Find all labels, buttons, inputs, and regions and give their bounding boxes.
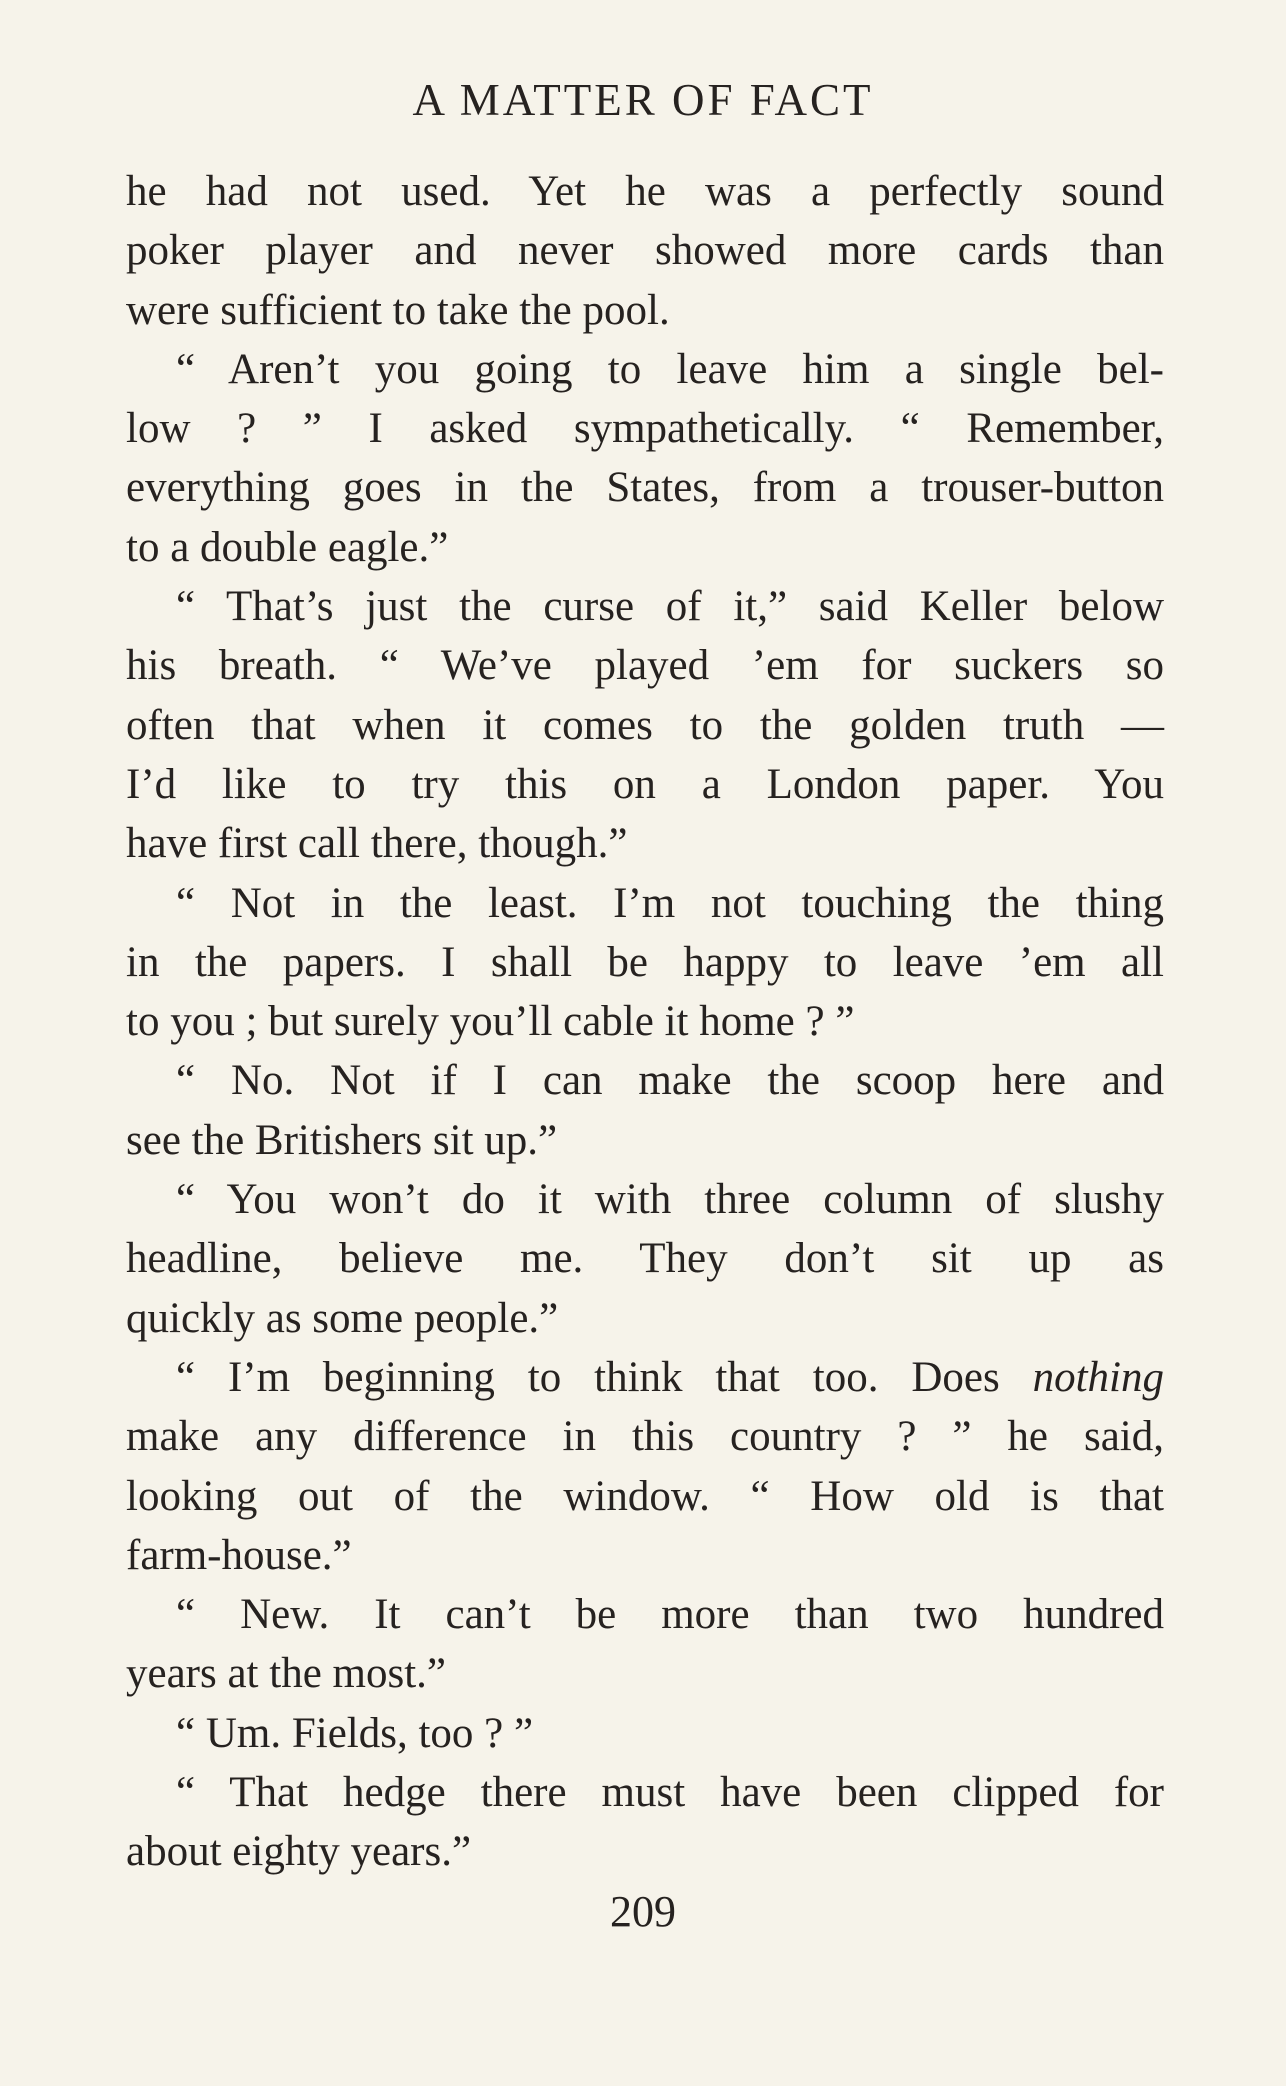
text-line: were sufficient to take the pool. bbox=[126, 286, 670, 334]
line-text-before: “ I’m beginning to think that too. Does bbox=[176, 1353, 1033, 1401]
text-line: years at the most.” bbox=[126, 1650, 447, 1698]
text-line: headline, believe me. They don’t sit up as bbox=[126, 1235, 1164, 1283]
text-line: “ Aren’t you going to leave him a single bel- bbox=[176, 345, 1164, 393]
text-line: “ That hedge there must have been clipped for bbox=[176, 1769, 1164, 1817]
text-line: “ New. It can’t be more than two hundred bbox=[176, 1591, 1164, 1639]
text-line: everything goes in the States, from a trouser-button bbox=[126, 464, 1164, 512]
text-line: “ Um. Fields, too ? ” bbox=[176, 1709, 534, 1757]
text-line-with-italic bbox=[126, 1348, 1164, 1407]
text-line: “ That’s just the curse of it,” said Keller below bbox=[176, 583, 1164, 631]
italic-word: nothing bbox=[1032, 1353, 1164, 1401]
text-line: in the papers. I shall be happy to leave ’em all bbox=[126, 938, 1164, 986]
text-line: farm-house.” bbox=[126, 1531, 352, 1579]
text-line: often that when it comes to the golden truth — bbox=[126, 701, 1164, 749]
text-line: I’d like to try this on a London paper. You bbox=[126, 760, 1164, 808]
text-line: “ No. Not if I can make the scoop here and bbox=[176, 1057, 1164, 1105]
text-line: he had not used. Yet he was a perfectly sound bbox=[126, 168, 1164, 215]
running-head: A MATTER OF FACT bbox=[412, 75, 874, 125]
text-line: to you ; but surely you’ll cable it home ? ” bbox=[126, 998, 855, 1046]
text-line: “ You won’t do it with three column of slushy bbox=[176, 1176, 1164, 1224]
body-text bbox=[126, 162, 1164, 1882]
text-line: looking out of the window. “ How old is that bbox=[126, 1472, 1164, 1520]
page-number: 209 bbox=[610, 1887, 676, 1936]
text-line: see the Britishers sit up.” bbox=[126, 1116, 558, 1164]
text-line: have first call there, though.” bbox=[126, 820, 628, 868]
text-line: low ? ” I asked sympathetically. “ Remember, bbox=[126, 405, 1164, 453]
text-line: about eighty years.” bbox=[126, 1828, 472, 1876]
text-line: quickly as some people.” bbox=[126, 1294, 559, 1342]
text-line: “ Not in the least. I’m not touching the thing bbox=[176, 879, 1164, 927]
text-line: his breath. “ We’ve played ’em for suckers so bbox=[126, 642, 1164, 690]
text-line: poker player and never showed more cards than bbox=[126, 227, 1164, 275]
text-line: to a double eagle.” bbox=[126, 523, 449, 571]
text-line: make any difference in this country ? ” he said, bbox=[126, 1413, 1164, 1461]
